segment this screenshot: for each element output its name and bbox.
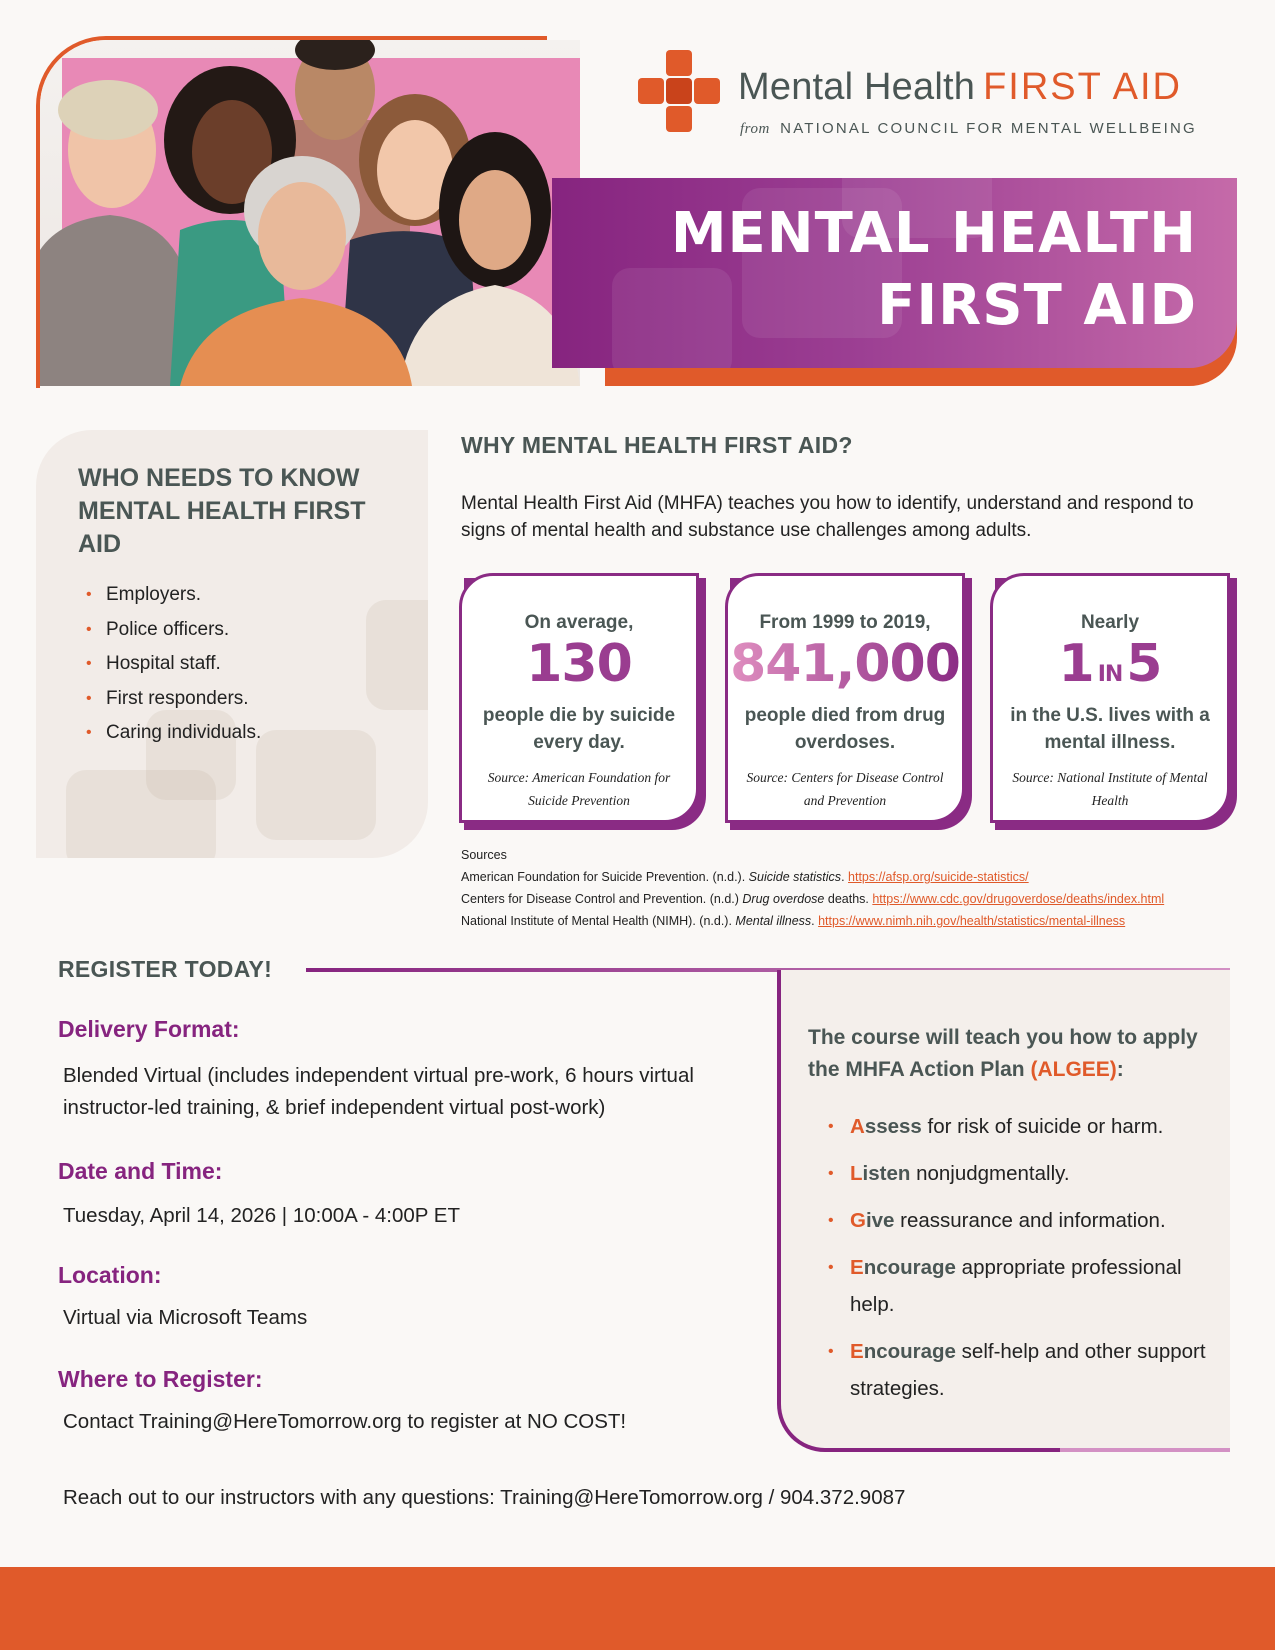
algee-letter: A	[850, 1115, 865, 1138]
page-title-line2: FIRST AID	[877, 273, 1197, 338]
algee-keyword: ssess	[864, 1115, 922, 1138]
stat-source: Source: American Foundation for Suicide Prevention	[487, 770, 671, 808]
why-description: Mental Health First Aid (MHFA) teaches you how to identify, understand and respond to signs of mental health and substance use challenges among adults.	[461, 493, 1194, 541]
algee-heading-end: :	[1116, 1058, 1124, 1081]
ref-link[interactable]: https://www.nimh.nih.gov/health/statistics/mental-illness	[818, 914, 1126, 928]
ref-author: National Institute of Mental Health (NIMH). (n.d.).	[461, 914, 736, 928]
algee-keyword: ncourage	[863, 1256, 956, 1279]
page-title-line1: MENTAL HEALTH	[670, 201, 1197, 266]
logo-cross-icon	[638, 50, 720, 132]
ref-title: Mental illness	[735, 914, 812, 928]
algee-keyword: ncourage	[863, 1340, 956, 1363]
algee-list	[826, 1108, 1216, 1417]
stat-value-in: IN	[1097, 662, 1123, 687]
logo-wordmark	[738, 66, 1182, 109]
where-label: Where to Register:	[58, 1366, 263, 1392]
sources-block	[461, 844, 1164, 932]
stat-lead: On average,	[524, 612, 634, 633]
list-item: • First responders.	[84, 682, 261, 717]
who-heading: WHO NEEDS TO KNOW MENTAL HEALTH FIRST AID	[78, 464, 366, 558]
algee-letter: G	[850, 1209, 866, 1232]
algee-heading-accent: (ALGEE)	[1030, 1058, 1117, 1081]
stat-description: in the U.S. lives with a mental illness.	[1010, 705, 1210, 753]
algee-panel-accent	[1060, 1448, 1230, 1452]
stat-source: Source: National Institute of Mental Health	[1012, 770, 1208, 808]
algee-letter: L	[850, 1162, 863, 1185]
list-item	[826, 1249, 1216, 1323]
stat-lead: From 1999 to 2019,	[759, 612, 931, 633]
algee-text: nonjudgmentally.	[910, 1162, 1070, 1185]
algee-heading	[808, 1022, 1208, 1086]
stat-value: 841,000	[728, 634, 962, 694]
stat-source: Source: Centers for Disease Control and Prevention	[746, 770, 944, 808]
ref-link[interactable]: https://www.cdc.gov/drugoverdose/deaths/index.html	[872, 892, 1165, 906]
location-value: Virtual via Microsoft Teams	[63, 1306, 308, 1329]
list-item: • Police officers.	[84, 613, 261, 648]
stat-card-mental-illness	[990, 573, 1230, 823]
footer-bar	[0, 1567, 1275, 1650]
delivery-value: Blended Virtual (includes independent virtual pre-work, 6 hours virtual instructor-led training, & brief independent virtual post-work)	[63, 1064, 694, 1119]
list-item	[826, 1333, 1216, 1407]
page-title	[671, 198, 1197, 342]
ref-sep: .	[841, 870, 849, 884]
stat-card-suicide	[459, 573, 699, 823]
source-ref	[461, 866, 1164, 888]
algee-keyword: ive	[865, 1209, 895, 1232]
ref-link[interactable]: https://afsp.org/suicide-statistics/	[848, 870, 1029, 884]
stat-card-overdose	[725, 573, 965, 823]
who-list	[84, 578, 261, 751]
location-label: Location:	[58, 1262, 162, 1288]
logo-name-part1: Mental Health	[738, 66, 976, 108]
list-item: • Employers.	[84, 578, 261, 613]
ref-sep: deaths.	[824, 892, 873, 906]
ref-author: American Foundation for Suicide Prevention. (n.d.).	[461, 870, 749, 884]
logo-tagline	[740, 120, 1197, 138]
stat-lead: Nearly	[1080, 612, 1140, 633]
ref-author: Centers for Disease Control and Prevention. (n.d.)	[461, 892, 743, 906]
algee-keyword: isten	[862, 1162, 911, 1185]
ref-title: Suicide statistics	[748, 870, 842, 884]
panel-deco	[366, 600, 428, 710]
source-ref	[461, 910, 1164, 932]
ref-sep: .	[811, 914, 819, 928]
source-ref	[461, 888, 1164, 910]
stat-value-a: 1	[1058, 634, 1094, 694]
algee-text: reassurance and information.	[894, 1209, 1166, 1232]
algee-letter: E	[850, 1256, 864, 1279]
stat-description: people died from drug overdoses.	[744, 705, 946, 753]
logo-from: from	[740, 121, 770, 137]
ref-title: Drug overdose	[742, 892, 825, 906]
group-photo-illustration	[40, 40, 580, 386]
where-value: Contact Training@HereTomorrow.org to register at NO COST!	[63, 1410, 627, 1433]
algee-text: appropriate professional help.	[850, 1256, 1182, 1316]
list-item: • Hospital staff.	[84, 647, 261, 682]
date-label: Date and Time:	[58, 1158, 223, 1184]
list-item	[826, 1202, 1216, 1239]
register-heading: REGISTER TODAY!	[58, 956, 273, 982]
list-item	[826, 1155, 1216, 1192]
panel-deco	[256, 730, 376, 840]
algee-letter: E	[850, 1340, 864, 1363]
algee-text: self-help and other support strategies.	[850, 1340, 1206, 1400]
delivery-label: Delivery Format:	[58, 1016, 240, 1042]
why-heading: WHY MENTAL HEALTH FIRST AID?	[461, 432, 853, 458]
sources-heading: Sources	[461, 848, 507, 862]
date-value: Tuesday, April 14, 2026 | 10:00A - 4:00P ET	[63, 1204, 460, 1227]
stat-value: 130	[526, 634, 632, 694]
stat-value-b: 5	[1126, 634, 1162, 694]
list-item	[826, 1108, 1216, 1145]
stat-description: people die by suicide every day.	[482, 705, 676, 753]
stat-value	[993, 634, 1227, 694]
group-photo	[40, 40, 580, 386]
logo-name-part2: FIRST AID	[983, 66, 1182, 108]
contact-line: Reach out to our instructors with any questions: Training@HereTomorrow.org / 904.372.9087	[63, 1486, 906, 1509]
logo-org: NATIONAL COUNCIL FOR MENTAL WELLBEING	[780, 120, 1197, 137]
algee-text: for risk of suicide or harm.	[921, 1115, 1164, 1138]
algee-heading-text: The course will teach you how to apply the MHFA Action Plan	[808, 1026, 1198, 1081]
list-item: • Caring individuals.	[84, 716, 261, 751]
